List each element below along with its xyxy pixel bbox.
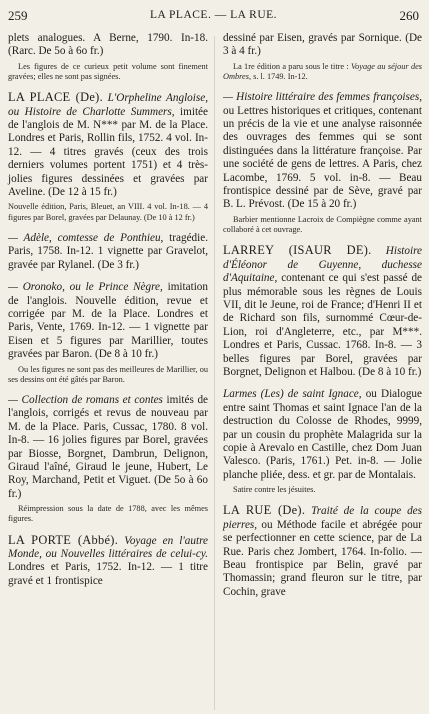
entry-histoire-femmes <box>223 91 422 212</box>
entry-note <box>223 62 422 82</box>
entry-author: LARREY (ISAUR DE). <box>223 243 372 258</box>
note-text: s. l. 1749. In-12. <box>253 72 308 82</box>
entry-author: LA RUE (De). <box>223 503 306 518</box>
note-title: Voyage au séjour des Ombres, <box>223 61 422 82</box>
entry-author: LA PLACE (De). <box>8 90 103 105</box>
entry-note: Réimpression sous la date de 1788, avec les mêmes figures. <box>8 504 208 524</box>
entry-note: Satire contre les jésuites. <box>233 485 316 495</box>
entry-text: imités de l'anglois, corrigés et revus de nouveau par M. de la Place. Paris, Cussac, 1780. 8 vol. In-8. — 16 jolies figures par Borel, gravées par Biosse, Borgnet, Dambrun, Delignon, Giraud l'aîné, Giraud le jeune, Hubert, Le Roy, Marchand, Petit et Viguet. (De 5o à 6o fr.) <box>8 393 209 500</box>
entry-larmes-saint-ignace <box>223 388 422 482</box>
entry-la-rue <box>223 504 422 599</box>
note-text: La 1re édition a paru sous le titre : <box>233 61 349 71</box>
entry-la-place-orpheline <box>8 91 208 199</box>
entry-title: — Histoire littéraire des femmes françoises, <box>223 91 422 104</box>
entry-title: — Adèle, comtesse de Ponthieu, <box>8 231 164 244</box>
entry-title: Traité de la coupe des pierres, <box>223 505 422 531</box>
running-title: LA PLACE. — LA RUE. <box>149 9 278 21</box>
entry-text: tragédie. Paris, 1758. In-12. 1 vignette par Gravelot, gravée par Rylanel. (De 3 fr.) <box>8 231 208 271</box>
left-column <box>8 32 208 588</box>
entry-collection-romans <box>8 394 208 501</box>
entry-title: Voyage en l'autre Monde, ou Nouvelles littéraires de celui-cy. <box>8 534 208 560</box>
entry-title: — Oronoko, ou le Prince Nègre, <box>8 281 163 294</box>
entry-continuation: dessiné par Eisen, gravés par Sornique. (De 3 à 4 fr.) <box>223 32 422 58</box>
entry-la-porte <box>8 534 208 589</box>
entry-text: contenant ce qui s'est passé de plus mémorable sous les règnes de Louis VII, dit le Jeune, roi de France; d'Henri II et de Richard son fils, surnommé Cœur-de-Lion, roi d'Angleterre, etc., par M***. Londres et Paris, Cussac. 1768. In-8. — 3 belles figures par Borel, gravées par Borgnet, Delignon et Halbou. (De 8 à 10 fr.) <box>223 272 422 378</box>
entry-note: Ou les figures ne sont pas des meilleures de Marillier, ou ses dessins ont été gâtés par Baron. <box>8 364 208 384</box>
entry-text: ou Dialogue entre saint Thomas et saint Ignace l'an de la destruction du Colosse de Rhodes, 9999, par un cousin du prophète Malagrida sur la copie à Arevalo en Castille, chez Dom Juan Valesco. (Paris, 1761.) Pet. in-8. — Jolie planche pliée, dess. et gr. par de Montalais. <box>223 388 422 481</box>
entry-adele <box>8 232 208 272</box>
entry-text: ou Méthode facile et abrégée pour se perfectionner en cette science, par de La Rue. Paris chez Jombert, 1764. In-folio. — Beau frontispice par Belin, gravé par Thomassin; grand fleuron sur le titre, par Cochin, grave <box>223 518 422 598</box>
entry-text: ou Lettres historiques et critiques, contenant un précis de la vie et une analyse raisonnée des ouvrages des femmes qui se sont distinguées dans la littérature françoise. Par une société de gens de lettres. A Paris, chez Lacombe, 1769. 5 vol. in-8. — Beau frontispice dessiné par de Sève, gravé par B. L. Prévost. (De 15 à 20 fr.) <box>223 104 422 211</box>
entry-note: Barbier mentionne Lacroix de Compiègne comme ayant collaboré à cet ouvrage. <box>223 214 422 235</box>
entry-larrey <box>223 244 422 379</box>
entry-title: Larmes (Les) de saint Ignace, <box>223 388 362 401</box>
entry-title: — Collection de romans et contes <box>8 393 163 406</box>
entry-author: LA PORTE (Abbé). <box>8 532 119 547</box>
entry-continuation: plets analogues. A Berne, 1790. In-18. (Rarc. De 5o à 6o fr.) <box>8 32 208 58</box>
entry-text: imitation de l'anglois. Nouvelle édition, revue et corrigée par M. de la Place. Londres et Paris, Vente, 1769. In-12. — 1 vignette par Eisen et 5 figures par Marillier, toutes gravées par Baron. (De 8 à 10 fr.) <box>8 281 208 361</box>
entry-text: Londres et Paris, 1752. In-12. — 1 titre gravé et 1 frontispice <box>8 561 208 587</box>
running-header <box>8 6 419 26</box>
entry-title: L'Orpheline Angloise, ou Histoire de Charlotte Summers, <box>8 92 208 118</box>
right-column <box>223 32 422 599</box>
entry-title: Histoire d'Éléonor de Guyenne, duchesse d'Aquitaine, <box>223 245 423 285</box>
page-number-left: 259 <box>8 8 28 23</box>
entry-note: Les figures de ce curieux petit volume sont finement gravées; elles ne sont pas signées. <box>8 61 208 82</box>
entry-text: imitée de l'anglois de M. N*** par M. de la Place. Londres et Paris, Rollin fils, 1752. 4 vol. In-12. — 4 titres gravés (ceux des trois derniers volumes portent 1751) et 4 très-jolies figures dessinées et gravées par Aveline. (De 12 à 15 fr.) <box>8 105 208 199</box>
column-divider <box>214 36 215 710</box>
page-number-right: 260 <box>399 8 419 23</box>
entry-note: Nouvelle édition, Paris, Bleuet, an VIII. 4 vol. In-18. — 4 figures par Borel, gravées par Delaunay. (De 10 à 12 fr.) <box>8 202 208 222</box>
entry-oronoko <box>8 281 208 361</box>
